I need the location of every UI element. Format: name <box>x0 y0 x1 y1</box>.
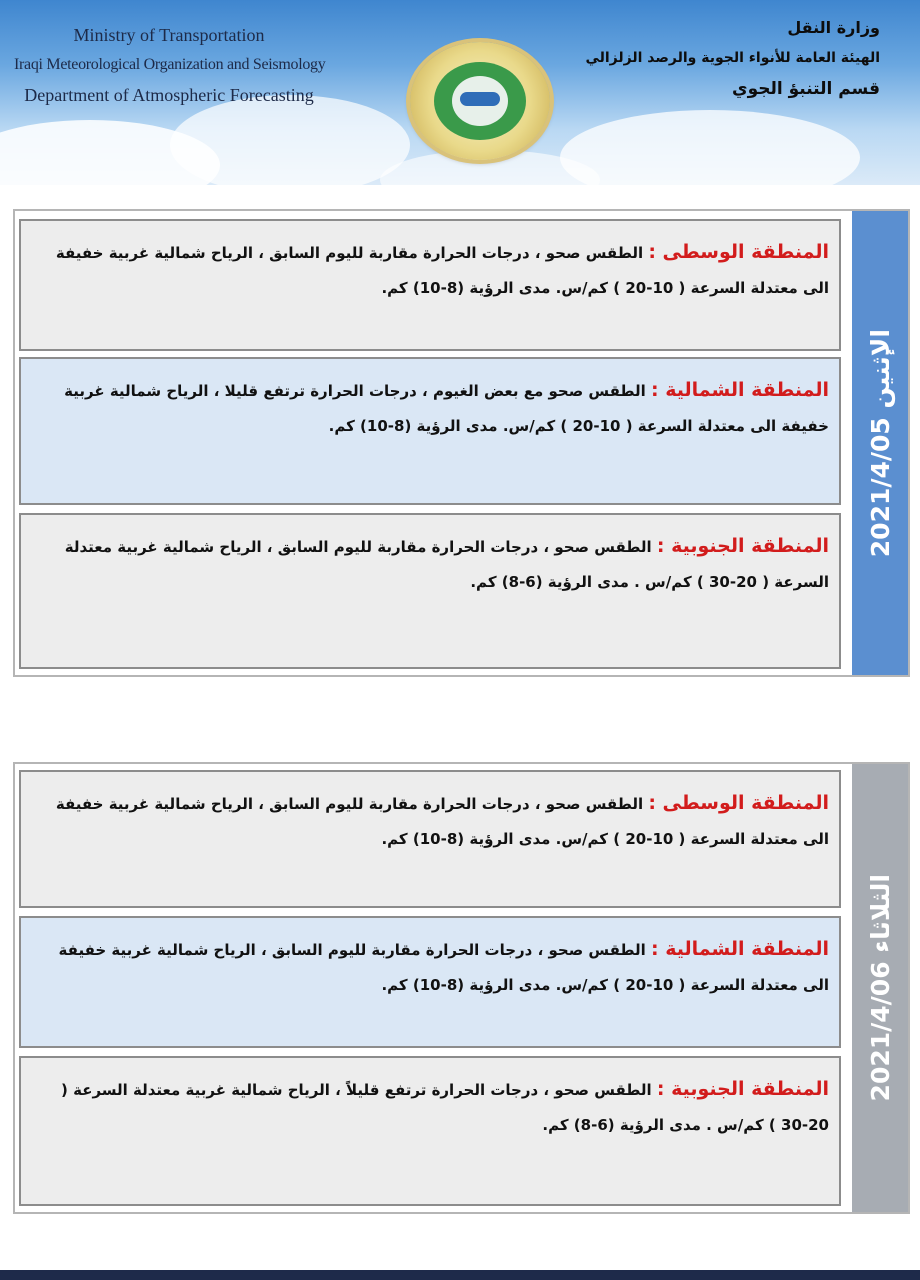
forecast-text: الطقس صحو ، درجات الحرارة مقاربة لليوم السابق ، الرياح شمالية غربية خفيفة الى معتدلة السرعة ( 10-20 ) كم/س. مدى الرؤية (8-10) كم. <box>55 244 829 297</box>
organization-logo <box>410 42 550 160</box>
region-name: المنطقة الجنوبية : <box>656 535 829 557</box>
day-forecast-section <box>13 209 910 677</box>
region-name: المنطقة الشمالية : <box>651 938 829 960</box>
region-forecast-box <box>19 1056 841 1206</box>
forecast-text: الطقس صحو ، درجات الحرارة مقاربة لليوم السابق ، الرياح شمالية غربية معتدلة السرعة ( 20-30 ) كم/س . مدى الرؤية (6-8) كم. <box>64 538 829 591</box>
region-forecast-box <box>19 916 841 1048</box>
region-name: المنطقة الوسطى : <box>648 241 829 263</box>
region-forecast-box <box>19 513 841 669</box>
region-forecast-box <box>19 770 841 908</box>
forecast-text: الطقس صحو ، درجات الحرارة مقاربة لليوم السابق ، الرياح شمالية غربية خفيفة الى معتدلة السرعة ( 10-20 ) كم/س. مدى الرؤية (8-10) كم. <box>58 941 829 994</box>
day-forecast-section <box>13 762 910 1214</box>
region-name: المنطقة الشمالية : <box>651 379 829 401</box>
department-name-ar: قسم التنبؤ الجوي <box>732 79 880 99</box>
organization-name-ar: الهيئة العامة للأنواء الجوية والرصد الزلزالي <box>585 50 880 66</box>
region-name: المنطقة الوسطى : <box>648 792 829 814</box>
day-date-label: الإثنين 2021/4/05 <box>852 211 908 675</box>
organization-name-en: Iraqi Meteorological Organization and Seismology <box>14 56 326 73</box>
forecast-text: الطقس صحو ، درجات الحرارة مقاربة لليوم السابق ، الرياح شمالية غربية خفيفة الى معتدلة السرعة ( 10-20 ) كم/س. مدى الرؤية (8-10) كم. <box>55 795 829 848</box>
ministry-name-ar: وزارة النقل <box>787 18 880 37</box>
footer-bar <box>0 1270 920 1280</box>
region-name: المنطقة الجنوبية : <box>656 1078 829 1100</box>
ministry-name-en: Ministry of Transportation <box>73 25 265 45</box>
forecast-text: الطقس صحو ، درجات الحرارة ترتفع قليلاً ، الرياح شمالية غربية معتدلة السرعة ( 20-30 ) كم/س . مدى الرؤية (6-8) كم. <box>61 1081 829 1134</box>
day-date-label: الثلاثاء 2021/4/06 <box>852 764 908 1212</box>
region-forecast-box <box>19 219 841 351</box>
english-header <box>14 20 324 110</box>
department-name-en: Department of Atmospheric Forecasting <box>24 85 314 105</box>
region-forecast-box <box>19 357 841 505</box>
forecast-text: الطقس صحو مع بعض الغيوم ، درجات الحرارة ترتفع قليلا ، الرياح شمالية غربية خفيفة الى معتدلة السرعة ( 10-20 ) كم/س. مدى الرؤية (8-10) كم. <box>64 382 829 435</box>
header-banner <box>0 0 920 185</box>
arabic-header <box>585 12 880 105</box>
